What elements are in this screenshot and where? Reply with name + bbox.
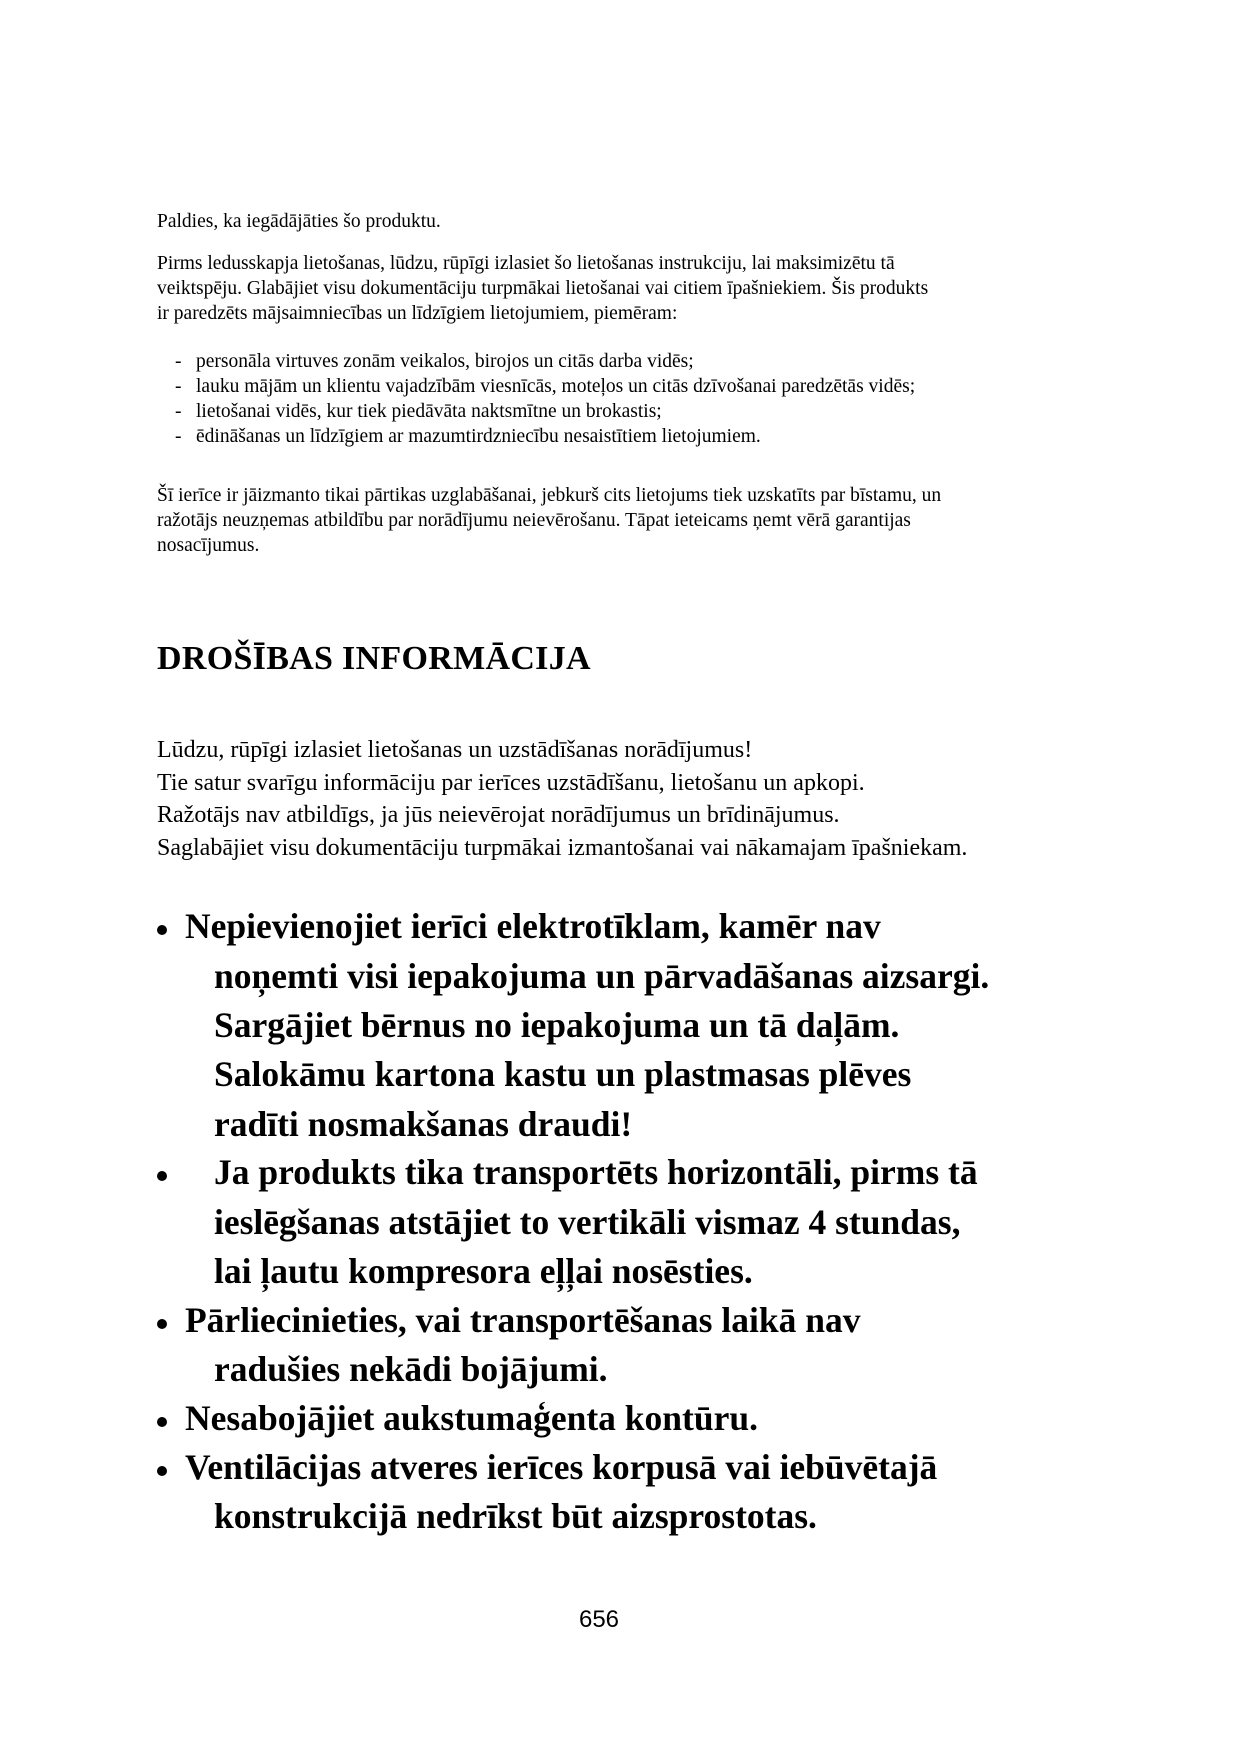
safety-intro bbox=[157, 734, 967, 864]
usage-paragraph bbox=[157, 251, 1069, 326]
warning-2-line: ieslēgšanas atstājiet to vertikāli vismaz 4 stundas, bbox=[214, 1202, 961, 1242]
bullet-dot bbox=[157, 1417, 167, 1427]
liability-paragraph-line: nosacījumus. bbox=[157, 535, 260, 556]
safety-intro-line: Ražotājs nav atbildīgs, ja jūs neievērojat norādījumus un brīdinājumus. bbox=[157, 802, 840, 828]
page-number: 656 bbox=[578, 1606, 620, 1633]
warning-1-line: noņemti visi iepakojuma un pārvadāšanas aizsargi. bbox=[214, 956, 990, 996]
usage-list-item: - personāla virtuves zonām veikalos, birojos un citās darba vidēs; bbox=[175, 349, 915, 374]
liability-paragraph bbox=[157, 483, 1072, 558]
bullet-dot bbox=[157, 1466, 167, 1476]
safety-intro-line: Lūdzu, rūpīgi izlasiet lietošanas un uzstādīšanas norādījumus! bbox=[157, 737, 753, 763]
intro-text: Paldies, ka iegādājāties šo produktu. bbox=[157, 211, 441, 232]
warning-3-line: radušies nekādi bojājumi. bbox=[214, 1349, 608, 1389]
liability-paragraph-line: Šī ierīce ir jāizmanto tikai pārtikas uzglabāšanai, jebkurš cits lietojums tiek uzskatīts par bīstamu, un bbox=[157, 485, 942, 506]
usage-paragraph-line: Pirms ledusskapja lietošanas, lūdzu, rūpīgi izlasiet šo lietošanas instrukciju, lai maksimizētu tā bbox=[157, 253, 895, 274]
usage-paragraph-line: ir paredzēts mājsaimniecības un līdzīgiem lietojumiem, piemēram: bbox=[157, 303, 678, 324]
warning-2-line: lai ļautu kompresora eļļai nosēsties. bbox=[214, 1251, 753, 1291]
warning-5-line: konstrukcijā nedrīkst būt aizsprostotas. bbox=[214, 1496, 817, 1536]
usage-list bbox=[175, 349, 915, 449]
usage-list-item: - lietošanai vidēs, kur tiek piedāvāta naktsmītne un brokastis; bbox=[175, 399, 915, 424]
warning-2-line: Ja produkts tika transportēts horizontāli, pirms tā bbox=[214, 1152, 978, 1192]
bullet-dot bbox=[157, 1171, 167, 1181]
bullet-dot bbox=[157, 1319, 167, 1329]
warning-1-line: radīti nosmakšanas draudi! bbox=[214, 1104, 633, 1144]
usage-paragraph-line: veiktspēju. Glabājiet visu dokumentāciju turpmākai lietošanai vai citiem īpašniekiem. Šis produkts bbox=[157, 278, 929, 299]
warning-3-line: Pārliecinieties, vai transportēšanas laikā nav bbox=[185, 1300, 861, 1340]
warning-1-line: Nepievienojiet ierīci elektrotīklam, kamēr nav bbox=[185, 906, 881, 946]
usage-list-item: - ēdināšanas un līdzīgiem ar mazumtirdzniecību nesaistītiem lietojumiem. bbox=[175, 424, 915, 449]
warning-4-line: Nesabojājiet aukstumaģenta kontūru. bbox=[185, 1398, 758, 1438]
warning-1-line: Salokāmu kartona kastu un plastmasas plēves bbox=[214, 1054, 912, 1094]
safety-intro-line: Tie satur svarīgu informāciju par ierīces uzstādīšanu, lietošanu un apkopi. bbox=[157, 769, 865, 796]
warning-1-line: Sargājiet bērnus no iepakojuma un tā daļām. bbox=[214, 1005, 900, 1045]
usage-list-item: - lauku mājām un klientu vajadzībām viesnīcās, moteļos un citās dzīvošanai paredzētās vidēs; bbox=[175, 374, 915, 399]
warning-5-line: Ventilācijas atveres ierīces korpusā vai iebūvētajā bbox=[185, 1447, 938, 1487]
safety-intro-line: Saglabājiet visu dokumentāciju turpmākai izmantošanai vai nākamajam īpašniekam. bbox=[157, 834, 968, 861]
safety-heading: DROŠĪBAS INFORMĀCIJA bbox=[157, 640, 591, 677]
bullet-dot bbox=[157, 925, 167, 935]
liability-paragraph-line: ražotājs neuzņemas atbildību par norādījumu neievērošanu. Tāpat ieteicams ņemt vērā garantijas bbox=[157, 510, 911, 531]
